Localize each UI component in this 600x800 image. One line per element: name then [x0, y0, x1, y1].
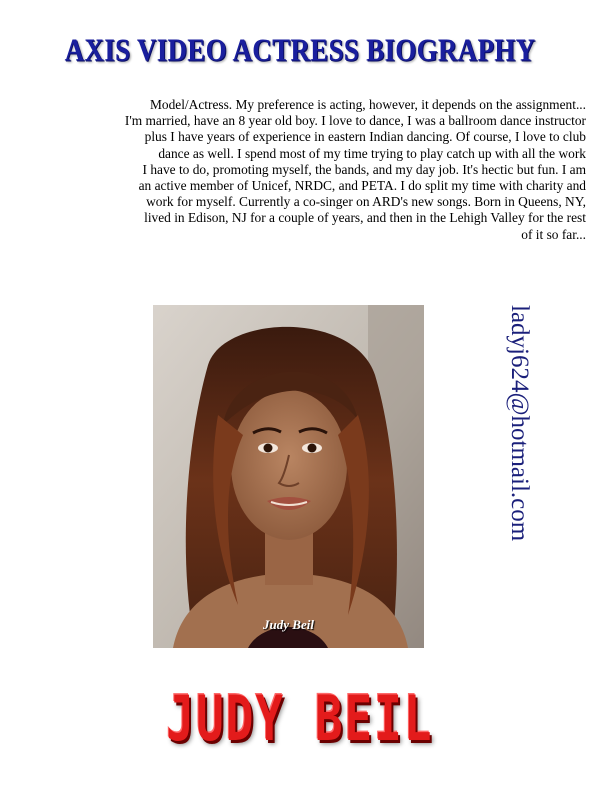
bio-line: dance as well. I spend most of my time trying to play catch up with all the work: [158, 145, 586, 161]
bio-line: work for myself. Currently a co-singer on ARD's new songs. Born in Queens, NY,: [146, 194, 586, 210]
name-logo: JUDY BEIL: [166, 682, 434, 755]
portrait-photo: [153, 305, 424, 648]
bio-line: I'm married, have an 8 year old boy. I love to dance, I was a ballroom dance instructor: [124, 113, 586, 129]
contact-email: ladyj624@hotmail.com: [506, 305, 533, 542]
bio-line: an active member of Unicef, NRDC, and PETA. I do split my time with charity and: [138, 178, 586, 194]
bio-line: I have to do, promoting myself, the bands, and my day job. It's hectic but fun. I am: [142, 161, 586, 177]
bio-line: plus I have years of experience in eastern Indian dancing. Of course, I love to club: [144, 129, 586, 145]
photo-caption: Judy Beil: [263, 617, 314, 632]
portrait-illustration: [153, 305, 424, 648]
biography-text: [14, 97, 586, 243]
page-title: AXIS VIDEO ACTRESS BIOGRAPHY: [64, 32, 536, 68]
bio-line: Model/Actress. My preference is acting, however, it depends on the assignment...: [149, 97, 586, 112]
bio-line: lived in Edison, NJ for a couple of years, and then in the Lehigh Valley for the rest: [144, 210, 586, 226]
bio-line: of it so far...: [521, 226, 586, 242]
